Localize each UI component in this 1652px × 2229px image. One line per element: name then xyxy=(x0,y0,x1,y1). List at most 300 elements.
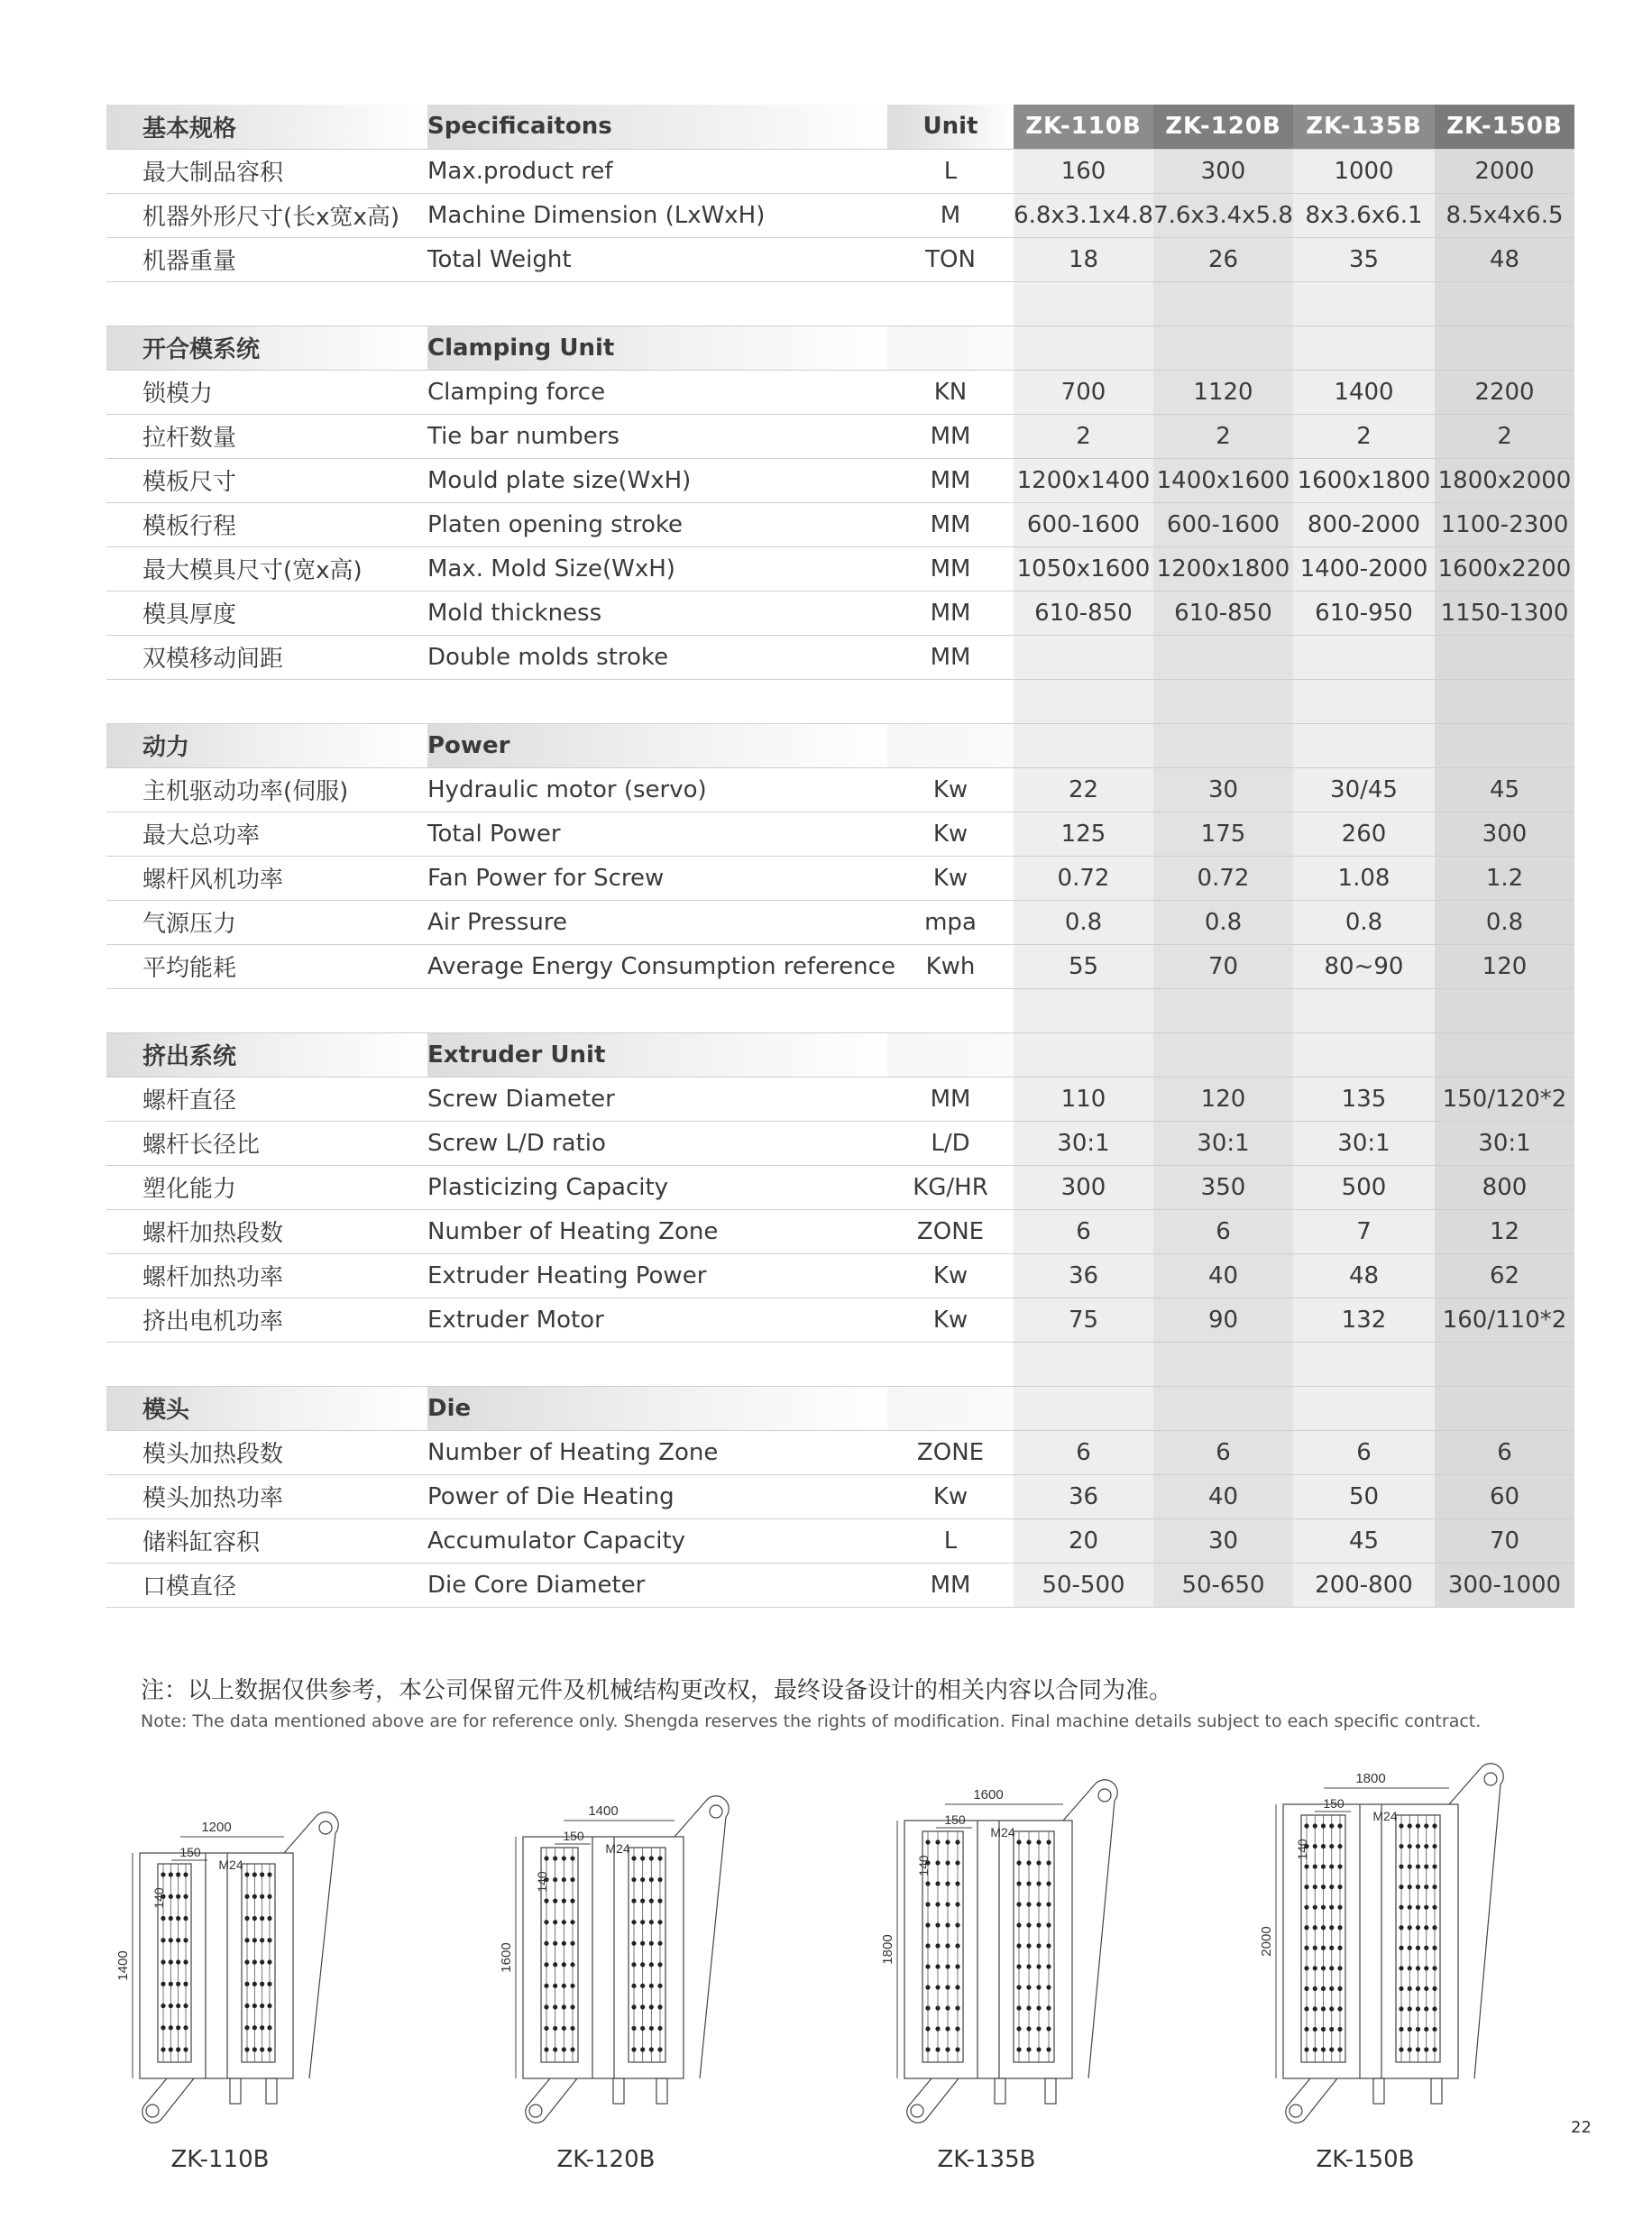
section-value-cell xyxy=(1293,326,1435,370)
row-unit: KG/HR xyxy=(887,1165,1014,1209)
section-unit-cell xyxy=(887,1386,1014,1430)
spacer-row xyxy=(106,988,1574,1032)
spec-row xyxy=(106,1298,1574,1342)
row-value: 800 xyxy=(1435,1165,1574,1209)
row-value: 70 xyxy=(1153,944,1293,988)
section-header-row xyxy=(106,326,1574,370)
section-title-cn: 开合模系统 xyxy=(106,326,427,370)
row-label-en: Plasticizing Capacity xyxy=(427,1165,887,1209)
row-value: 30/45 xyxy=(1293,767,1435,812)
section-title-cn: 动力 xyxy=(106,723,427,767)
row-unit: MM xyxy=(887,502,1014,546)
row-value: 200-800 xyxy=(1293,1563,1435,1607)
section-value-cell xyxy=(1435,1386,1574,1430)
row-unit: L/D xyxy=(887,1121,1014,1165)
spec-row xyxy=(106,237,1574,281)
row-unit: KN xyxy=(887,370,1014,414)
section-header-row xyxy=(106,1032,1574,1077)
spacer-cell xyxy=(1014,679,1153,723)
section-title-en: Clamping Unit xyxy=(427,326,887,370)
row-label-cn: 储料缸容积 xyxy=(106,1518,427,1563)
plate-height-dimension: 1600 xyxy=(499,1942,514,1973)
spec-row xyxy=(106,1518,1574,1563)
row-value: 175 xyxy=(1153,812,1293,856)
row-value: 120 xyxy=(1153,1077,1293,1121)
row-value: 18 xyxy=(1014,237,1153,281)
spacer-cell xyxy=(1014,1342,1153,1386)
row-unit: MM xyxy=(887,414,1014,458)
row-value: 45 xyxy=(1293,1518,1435,1563)
row-label-en: Extruder Heating Power xyxy=(427,1253,887,1298)
section-unit-cell xyxy=(887,723,1014,767)
section-title-cn: 挤出系统 xyxy=(106,1032,427,1077)
row-unit: TON xyxy=(887,237,1014,281)
section-value-cell xyxy=(1435,326,1574,370)
row-value: 1600x2200 xyxy=(1435,546,1574,591)
mould-plate-svg xyxy=(117,1772,388,2133)
spec-row xyxy=(106,1563,1574,1607)
row-value: 0.8 xyxy=(1014,900,1153,944)
row-value: 36 xyxy=(1014,1253,1153,1298)
row-value: 700 xyxy=(1014,370,1153,414)
row-label-en: Number of Heating Zone xyxy=(427,1430,887,1474)
row-label-en: Average Energy Consumption reference xyxy=(427,944,887,988)
row-value: 36 xyxy=(1014,1474,1153,1518)
spec-row xyxy=(106,502,1574,546)
row-value: 0.8 xyxy=(1435,900,1574,944)
section-header-row xyxy=(106,723,1574,767)
spacer-cell xyxy=(1435,988,1574,1032)
row-label-cn: 机器重量 xyxy=(106,237,427,281)
spec-table xyxy=(106,105,1574,1608)
model-header: ZK-150B xyxy=(1435,105,1574,149)
row-value: 260 xyxy=(1293,812,1435,856)
spec-row xyxy=(106,149,1574,193)
row-label-cn: 模头加热段数 xyxy=(106,1430,427,1474)
row-unit: ZONE xyxy=(887,1430,1014,1474)
row-label-cn: 模板行程 xyxy=(106,502,427,546)
hole-pitch-dimension: 150 xyxy=(179,1845,201,1859)
row-value: 80~90 xyxy=(1293,944,1435,988)
section-value-cell xyxy=(1014,723,1153,767)
row-label-en: Number of Heating Zone xyxy=(427,1209,887,1253)
spec-row xyxy=(106,591,1574,635)
spec-row xyxy=(106,767,1574,812)
spec-row xyxy=(106,1121,1574,1165)
row-value: 30 xyxy=(1153,1518,1293,1563)
row-value: 1.2 xyxy=(1435,856,1574,900)
row-value: 50-650 xyxy=(1153,1563,1293,1607)
bolt-size-label: M24 xyxy=(218,1858,243,1872)
spacer-cell xyxy=(1435,281,1574,326)
row-label-cn: 最大总功率 xyxy=(106,812,427,856)
row-label-cn: 塑化能力 xyxy=(106,1165,427,1209)
row-value: 20 xyxy=(1014,1518,1153,1563)
row-value: 160/110*2 xyxy=(1435,1298,1574,1342)
spacer-cell xyxy=(1293,988,1435,1032)
row-value xyxy=(1435,635,1574,679)
row-value: 2 xyxy=(1435,414,1574,458)
row-value: 6 xyxy=(1153,1209,1293,1253)
drawing-caption: ZK-135B xyxy=(937,2146,1036,2173)
row-value: 62 xyxy=(1435,1253,1574,1298)
spec-row xyxy=(106,193,1574,237)
spec-table-body xyxy=(106,105,1574,1607)
row-value: 6 xyxy=(1435,1430,1574,1474)
row-value: 135 xyxy=(1293,1077,1435,1121)
row-label-cn: 模头加热功率 xyxy=(106,1474,427,1518)
row-label-en: Platen opening stroke xyxy=(427,502,887,546)
row-unit: ZONE xyxy=(887,1209,1014,1253)
row-pitch-dimension: 140 xyxy=(1295,1839,1309,1860)
row-unit: Kw xyxy=(887,856,1014,900)
row-value: 40 xyxy=(1153,1253,1293,1298)
spacer-cell xyxy=(887,679,1014,723)
row-value: 90 xyxy=(1153,1298,1293,1342)
row-label-en: Clamping force xyxy=(427,370,887,414)
row-value: 30 xyxy=(1153,767,1293,812)
row-value: 610-850 xyxy=(1153,591,1293,635)
mould-plate-drawing xyxy=(882,1772,1152,2133)
mould-plate-drawing xyxy=(500,1772,771,2133)
mould-plate-svg xyxy=(882,1772,1152,2133)
row-label-en: Die Core Diameter xyxy=(427,1563,887,1607)
spacer-cell xyxy=(1014,988,1153,1032)
row-unit: MM xyxy=(887,546,1014,591)
row-value: 300 xyxy=(1014,1165,1153,1209)
row-value xyxy=(1153,635,1293,679)
row-label-cn: 拉杆数量 xyxy=(106,414,427,458)
model-header: ZK-135B xyxy=(1293,105,1435,149)
row-label-en: Double molds stroke xyxy=(427,635,887,679)
mould-plate-drawing xyxy=(1261,1772,1531,2133)
spec-row xyxy=(106,546,1574,591)
hole-pitch-dimension: 150 xyxy=(563,1829,584,1843)
section-value-cell xyxy=(1153,1032,1293,1077)
row-value: 0.72 xyxy=(1014,856,1153,900)
spec-row xyxy=(106,370,1574,414)
spacer-cell xyxy=(1293,281,1435,326)
spacer-row xyxy=(106,679,1574,723)
row-pitch-dimension: 140 xyxy=(151,1887,166,1909)
row-label-en: Machine Dimension (LxWxH) xyxy=(427,193,887,237)
row-value: 1200x1800 xyxy=(1153,546,1293,591)
spacer-cell xyxy=(427,1342,887,1386)
spacer-cell xyxy=(1153,1342,1293,1386)
spacer-cell xyxy=(887,988,1014,1032)
row-label-en: Power of Die Heating xyxy=(427,1474,887,1518)
row-label-cn: 平均能耗 xyxy=(106,944,427,988)
spec-row xyxy=(106,635,1574,679)
row-unit: L xyxy=(887,149,1014,193)
row-value: 350 xyxy=(1153,1165,1293,1209)
row-value: 7.6x3.4x5.8 xyxy=(1153,193,1293,237)
row-pitch-dimension: 140 xyxy=(535,1871,549,1893)
row-value: 1.08 xyxy=(1293,856,1435,900)
spacer-row xyxy=(106,281,1574,326)
row-label-cn: 气源压力 xyxy=(106,900,427,944)
row-label-cn: 双模移动间距 xyxy=(106,635,427,679)
row-label-cn: 主机驱动功率(伺服) xyxy=(106,767,427,812)
header-label-en: Specificaitons xyxy=(427,105,887,149)
spacer-cell xyxy=(427,281,887,326)
spec-row xyxy=(106,900,1574,944)
row-label-en: Total Weight xyxy=(427,237,887,281)
section-value-cell xyxy=(1014,1032,1153,1077)
row-value: 2200 xyxy=(1435,370,1574,414)
row-value: 600-1600 xyxy=(1014,502,1153,546)
row-value: 300 xyxy=(1153,149,1293,193)
row-value: 120 xyxy=(1435,944,1574,988)
row-value: 2 xyxy=(1293,414,1435,458)
row-value: 1400 xyxy=(1293,370,1435,414)
row-value: 300-1000 xyxy=(1435,1563,1574,1607)
section-title-en: Die xyxy=(427,1386,887,1430)
row-value xyxy=(1293,635,1435,679)
row-label-en: Screw Diameter xyxy=(427,1077,887,1121)
row-label-en: Fan Power for Screw xyxy=(427,856,887,900)
row-value: 1200x1400 xyxy=(1014,458,1153,502)
row-value: 0.72 xyxy=(1153,856,1293,900)
spacer-cell xyxy=(427,988,887,1032)
mould-plate-svg xyxy=(1261,1772,1531,2133)
drawing-caption: ZK-110B xyxy=(170,2146,270,2173)
spec-row xyxy=(106,414,1574,458)
row-value: 50 xyxy=(1293,1474,1435,1518)
row-value: 6 xyxy=(1014,1209,1153,1253)
row-value: 30:1 xyxy=(1435,1121,1574,1165)
row-label-cn: 螺杆风机功率 xyxy=(106,856,427,900)
row-value: 2000 xyxy=(1435,149,1574,193)
row-value: 160 xyxy=(1014,149,1153,193)
row-unit: mpa xyxy=(887,900,1014,944)
row-value: 1600x1800 xyxy=(1293,458,1435,502)
row-value: 8x3.6x6.1 xyxy=(1293,193,1435,237)
plate-height-dimension: 1400 xyxy=(115,1950,131,1981)
spec-row xyxy=(106,1209,1574,1253)
row-value: 26 xyxy=(1153,237,1293,281)
row-value: 1400-2000 xyxy=(1293,546,1435,591)
spec-row xyxy=(106,812,1574,856)
spacer-cell xyxy=(887,1342,1014,1386)
section-value-cell xyxy=(1435,723,1574,767)
section-title-cn: 模头 xyxy=(106,1386,427,1430)
row-label-cn: 螺杆加热段数 xyxy=(106,1209,427,1253)
bolt-size-label: M24 xyxy=(1372,1809,1398,1823)
spec-row xyxy=(106,1077,1574,1121)
row-value: 12 xyxy=(1435,1209,1574,1253)
row-label-cn: 锁模力 xyxy=(106,370,427,414)
row-value: 7 xyxy=(1293,1209,1435,1253)
row-unit: Kw xyxy=(887,1253,1014,1298)
spec-row xyxy=(106,856,1574,900)
spacer-cell xyxy=(106,281,427,326)
row-value: 75 xyxy=(1014,1298,1153,1342)
row-value: 48 xyxy=(1435,237,1574,281)
row-value: 1100-2300 xyxy=(1435,502,1574,546)
spacer-cell xyxy=(1293,679,1435,723)
row-unit: Kw xyxy=(887,1474,1014,1518)
section-title-en: Power xyxy=(427,723,887,767)
spacer-cell xyxy=(106,679,427,723)
row-unit: Kwh xyxy=(887,944,1014,988)
header-unit: Unit xyxy=(887,105,1014,149)
mould-plate-drawing xyxy=(117,1772,388,2133)
row-value: 45 xyxy=(1435,767,1574,812)
row-value: 6.8x3.1x4.8 xyxy=(1014,193,1153,237)
row-value: 1120 xyxy=(1153,370,1293,414)
row-value: 50-500 xyxy=(1014,1563,1153,1607)
row-value: 610-950 xyxy=(1293,591,1435,635)
spec-row xyxy=(106,1474,1574,1518)
row-unit: MM xyxy=(887,458,1014,502)
hole-pitch-dimension: 150 xyxy=(944,1812,966,1827)
section-value-cell xyxy=(1153,1386,1293,1430)
row-unit: M xyxy=(887,193,1014,237)
row-value: 60 xyxy=(1435,1474,1574,1518)
section-unit-cell xyxy=(887,1032,1014,1077)
spec-row xyxy=(106,1253,1574,1298)
row-unit: MM xyxy=(887,591,1014,635)
section-header-row xyxy=(106,1386,1574,1430)
drawing-caption: ZK-150B xyxy=(1316,2146,1415,2173)
spacer-cell xyxy=(106,1342,427,1386)
plate-height-dimension: 1800 xyxy=(880,1934,895,1965)
row-unit: MM xyxy=(887,1563,1014,1607)
spacer-cell xyxy=(887,281,1014,326)
mould-plate-svg xyxy=(500,1772,771,2133)
row-label-en: Total Power xyxy=(427,812,887,856)
row-unit: Kw xyxy=(887,767,1014,812)
row-value: 0.8 xyxy=(1153,900,1293,944)
page-number: 22 xyxy=(1571,2118,1592,2137)
row-value: 48 xyxy=(1293,1253,1435,1298)
row-label-cn: 最大模具尺寸(宽x高) xyxy=(106,546,427,591)
row-label-cn: 模具厚度 xyxy=(106,591,427,635)
row-value: 500 xyxy=(1293,1165,1435,1209)
row-value: 132 xyxy=(1293,1298,1435,1342)
row-value: 1800x2000 xyxy=(1435,458,1574,502)
plate-width-dimension: 1800 xyxy=(1355,1771,1386,1786)
row-value xyxy=(1014,635,1153,679)
row-unit: Kw xyxy=(887,1298,1014,1342)
row-value: 1150-1300 xyxy=(1435,591,1574,635)
spacer-cell xyxy=(427,679,887,723)
table-header-row xyxy=(106,105,1574,149)
plate-height-dimension: 2000 xyxy=(1259,1926,1274,1957)
model-header: ZK-120B xyxy=(1153,105,1293,149)
row-label-en: Screw L/D ratio xyxy=(427,1121,887,1165)
hole-pitch-dimension: 150 xyxy=(1323,1796,1345,1811)
drawing-caption: ZK-120B xyxy=(556,2146,656,2173)
row-label-cn: 最大制品容积 xyxy=(106,149,427,193)
section-value-cell xyxy=(1435,1032,1574,1077)
row-label-cn: 模板尺寸 xyxy=(106,458,427,502)
spec-row xyxy=(106,458,1574,502)
row-value: 1050x1600 xyxy=(1014,546,1153,591)
row-value: 22 xyxy=(1014,767,1153,812)
section-value-cell xyxy=(1293,723,1435,767)
section-value-cell xyxy=(1293,1032,1435,1077)
spacer-row xyxy=(106,1342,1574,1386)
note-chinese: 注：以上数据仅供参考，本公司保留元件及机械结构更改权，最终设备设计的相关内容以合同为准。 xyxy=(141,1677,1173,1704)
spacer-cell xyxy=(1153,679,1293,723)
row-unit: Kw xyxy=(887,812,1014,856)
row-label-en: Accumulator Capacity xyxy=(427,1518,887,1563)
row-label-en: Air Pressure xyxy=(427,900,887,944)
row-label-en: Hydraulic motor (servo) xyxy=(427,767,887,812)
row-value: 70 xyxy=(1435,1518,1574,1563)
section-title-en: Extruder Unit xyxy=(427,1032,887,1077)
row-label-en: Tie bar numbers xyxy=(427,414,887,458)
row-unit: MM xyxy=(887,635,1014,679)
spacer-cell xyxy=(1435,679,1574,723)
row-label-cn: 机器外形尺寸(长x宽x高) xyxy=(106,193,427,237)
row-label-en: Max.product ref xyxy=(427,149,887,193)
header-label-cn: 基本规格 xyxy=(106,105,427,149)
plate-width-dimension: 1600 xyxy=(973,1787,1004,1802)
row-label-cn: 螺杆直径 xyxy=(106,1077,427,1121)
row-label-en: Mold thickness xyxy=(427,591,887,635)
section-value-cell xyxy=(1014,1386,1153,1430)
row-value: 1400x1600 xyxy=(1153,458,1293,502)
row-pitch-dimension: 140 xyxy=(916,1855,931,1876)
row-value: 40 xyxy=(1153,1474,1293,1518)
row-value: 0.8 xyxy=(1293,900,1435,944)
section-unit-cell xyxy=(887,326,1014,370)
bolt-size-label: M24 xyxy=(990,1825,1015,1839)
row-label-en: Extruder Motor xyxy=(427,1298,887,1342)
row-value: 6 xyxy=(1153,1430,1293,1474)
section-value-cell xyxy=(1153,326,1293,370)
plate-width-dimension: 1400 xyxy=(588,1803,619,1819)
row-value: 800-2000 xyxy=(1293,502,1435,546)
row-value: 600-1600 xyxy=(1153,502,1293,546)
row-label-cn: 螺杆加热功率 xyxy=(106,1253,427,1298)
row-value: 300 xyxy=(1435,812,1574,856)
bolt-size-label: M24 xyxy=(605,1841,630,1856)
spec-row xyxy=(106,1165,1574,1209)
row-value: 125 xyxy=(1014,812,1153,856)
spec-row xyxy=(106,1430,1574,1474)
row-value: 55 xyxy=(1014,944,1153,988)
row-value: 110 xyxy=(1014,1077,1153,1121)
spacer-cell xyxy=(1293,1342,1435,1386)
row-value: 610-850 xyxy=(1014,591,1153,635)
row-value: 2 xyxy=(1153,414,1293,458)
row-value: 35 xyxy=(1293,237,1435,281)
model-header: ZK-110B xyxy=(1014,105,1153,149)
row-value: 1000 xyxy=(1293,149,1435,193)
row-value: 30:1 xyxy=(1293,1121,1435,1165)
row-label-cn: 螺杆长径比 xyxy=(106,1121,427,1165)
row-label-en: Mould plate size(WxH) xyxy=(427,458,887,502)
row-value: 2 xyxy=(1014,414,1153,458)
section-value-cell xyxy=(1014,326,1153,370)
spacer-cell xyxy=(1014,281,1153,326)
section-value-cell xyxy=(1153,723,1293,767)
spec-row xyxy=(106,944,1574,988)
row-value: 8.5x4x6.5 xyxy=(1435,193,1574,237)
row-unit: MM xyxy=(887,1077,1014,1121)
row-unit: L xyxy=(887,1518,1014,1563)
spacer-cell xyxy=(1153,988,1293,1032)
row-value: 30:1 xyxy=(1014,1121,1153,1165)
spacer-cell xyxy=(1435,1342,1574,1386)
section-value-cell xyxy=(1293,1386,1435,1430)
row-label-en: Max. Mold Size(WxH) xyxy=(427,546,887,591)
spacer-cell xyxy=(1153,281,1293,326)
